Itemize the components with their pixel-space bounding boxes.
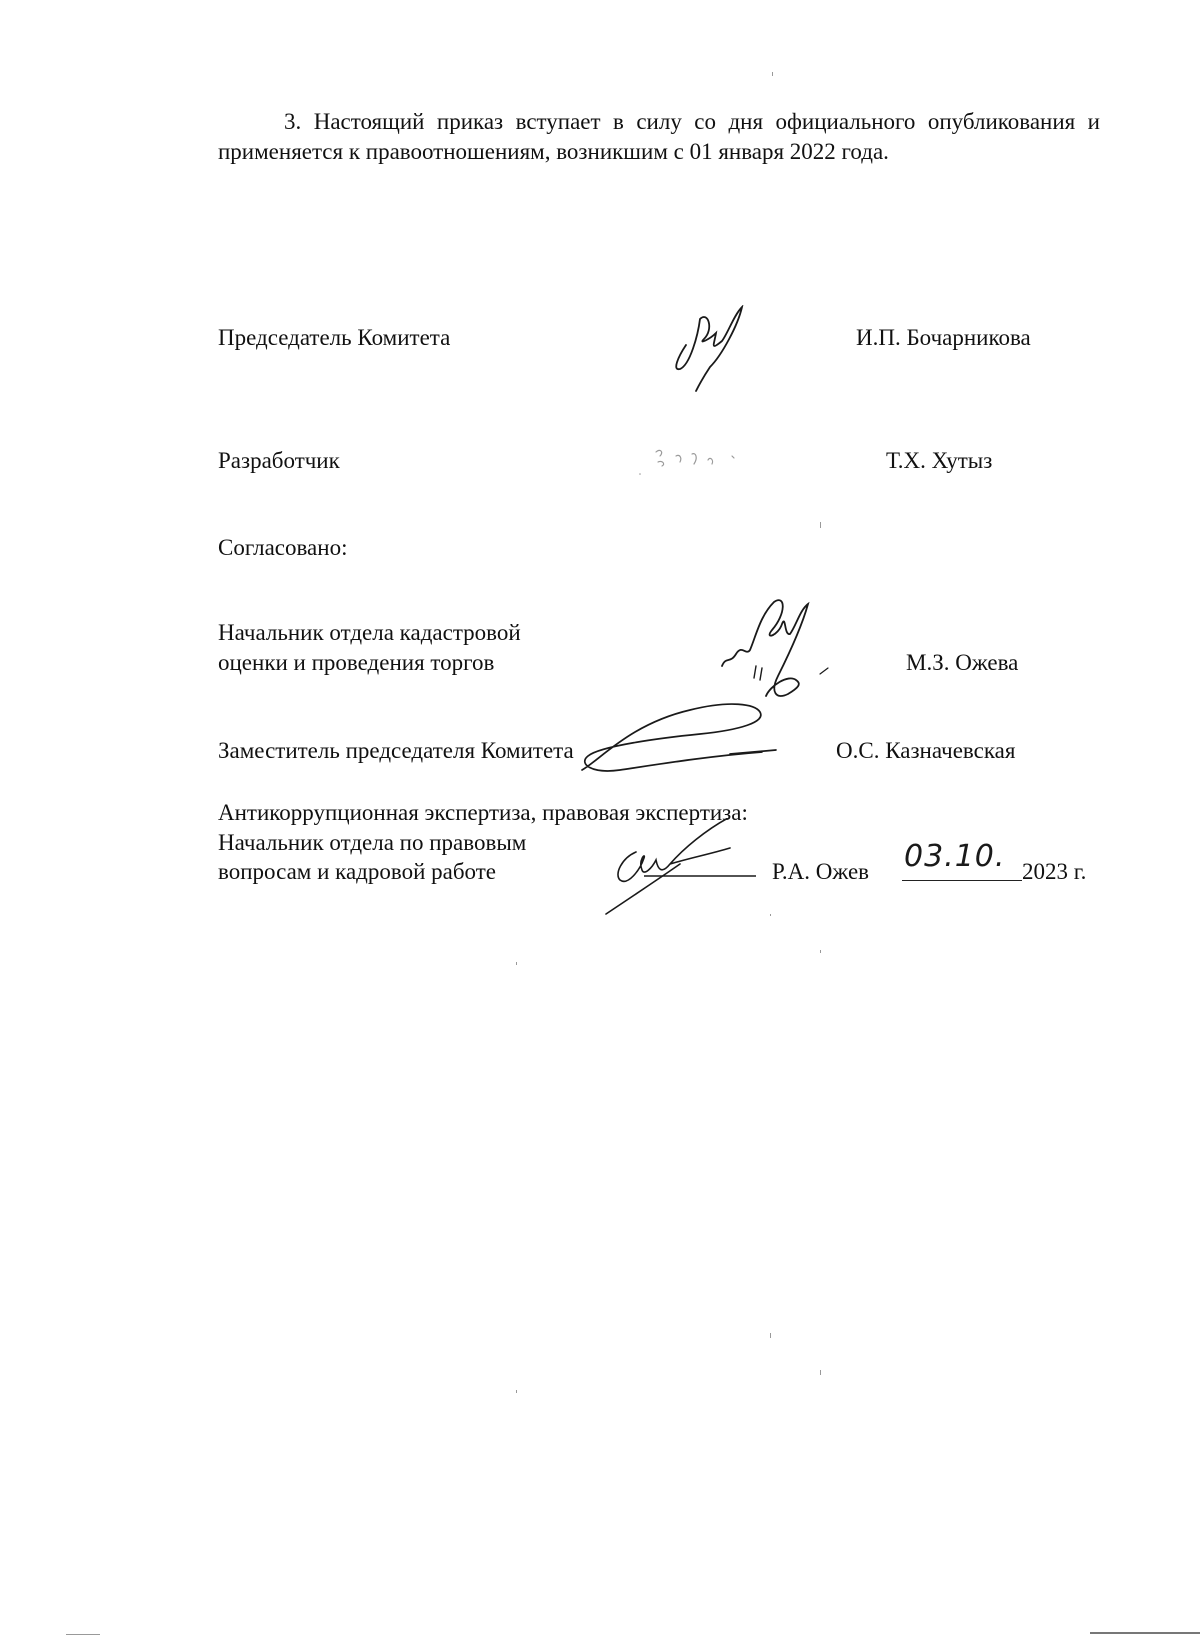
scan-artifact [772,72,773,76]
legal-head-position-line2: вопросам и кадровой работе [218,859,497,884]
scan-artifact [820,1370,821,1375]
cadastral-head-position-line1: Начальник отдела кадастровой [218,620,521,645]
expertise-label: Антикоррупционная экспертиза, правовая экспертиза: [218,800,748,825]
legal-head-year: 2023 г. [1022,859,1087,884]
order-clause-text: 3. Настоящий приказ вступает в силу со дня официального опубликования и применяется к правоотношениям, возникшим с 01 января 2022 года. [218,109,1100,164]
scan-artifact [1090,1632,1200,1634]
chairman-name: И.П. Бочарникова [856,325,1031,350]
legal-head-signature [600,818,760,918]
cadastral-head-name: М.З. Ожева [906,650,1019,675]
scan-artifact [770,914,771,916]
deputy-chairman-name: О.С. Казначевская [836,738,1016,763]
developer-name: Т.Х. Хутыз [886,448,993,473]
order-clause-3 [218,107,1100,167]
deputy-chairman-signature [580,690,810,780]
developer-position: Разработчик [218,448,340,473]
cadastral-head-position-line2: оценки и проведения торгов [218,650,495,675]
chairman-position: Председатель Комитета [218,325,451,350]
legal-head-position-line1: Начальник отдела по правовым [218,830,527,855]
scan-artifact [770,1333,771,1338]
chairman-signature [668,305,758,395]
scan-artifact [66,1634,100,1635]
scan-artifact [820,950,821,953]
scan-artifact [516,1390,517,1393]
legal-head-date-handwritten: 03.10. [904,839,1006,874]
scan-artifact [516,962,517,965]
legal-head-name: Р.А. Ожев [772,859,870,884]
deputy-chairman-position: Заместитель председателя Комитета [218,738,574,763]
developer-signature [636,438,756,478]
date-underline [902,880,1022,881]
scan-artifact [820,522,821,528]
agreed-label: Согласовано: [218,535,348,560]
